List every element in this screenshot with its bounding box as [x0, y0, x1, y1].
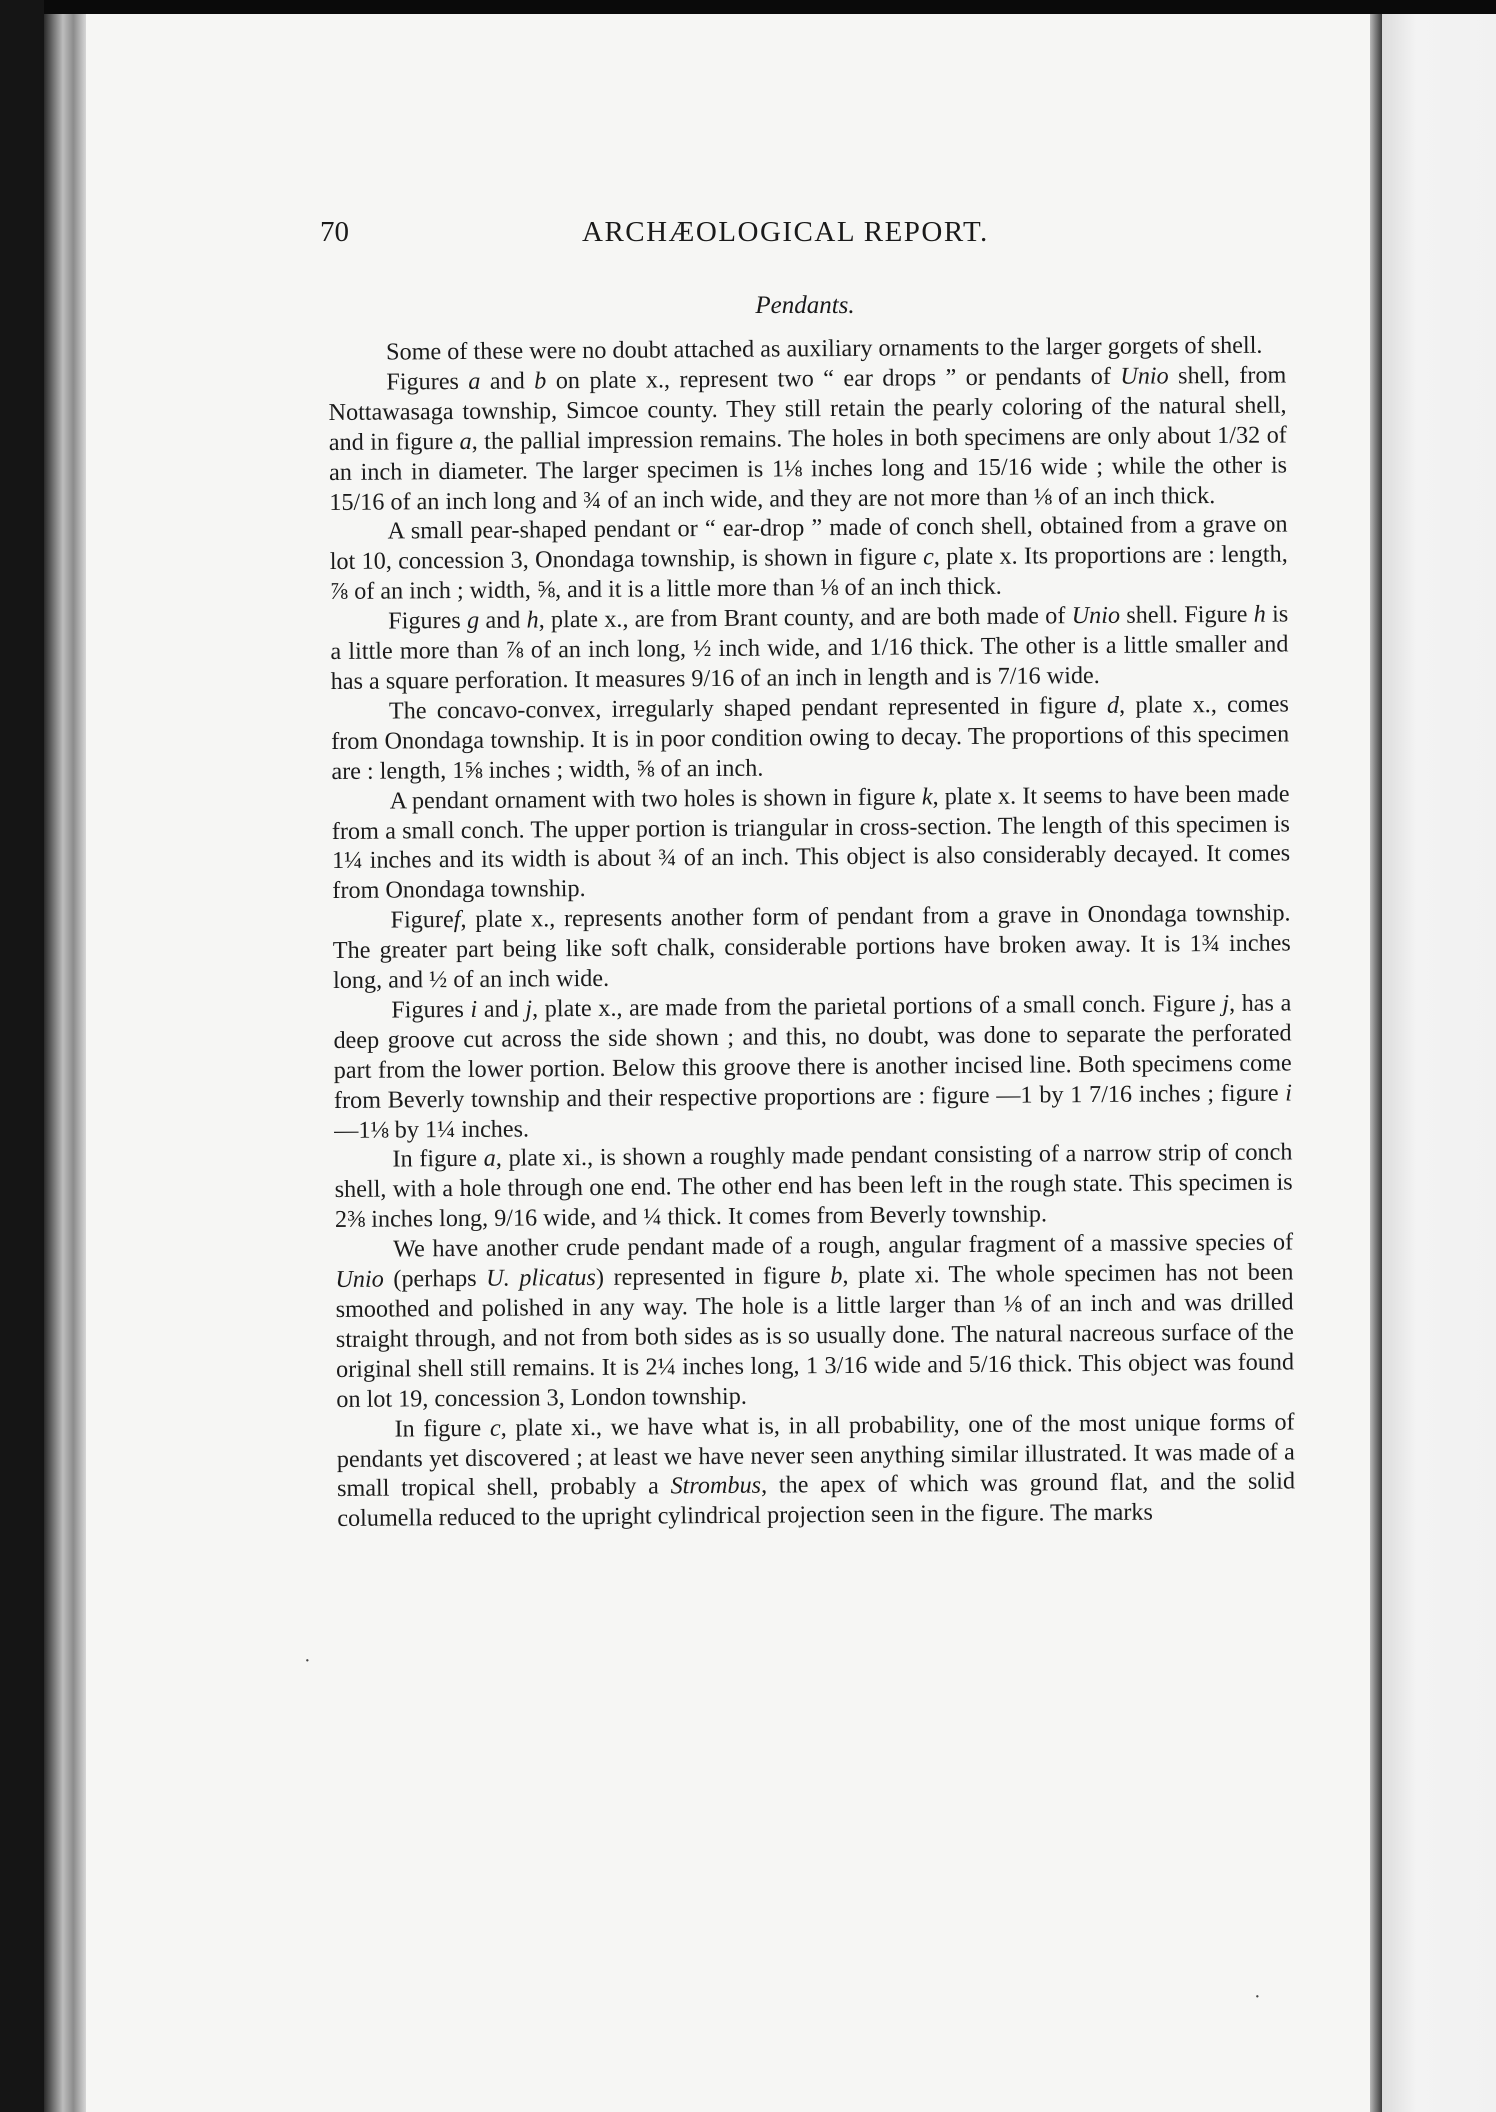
paragraph [329, 510, 1288, 607]
text-run: and [479, 606, 527, 634]
italic-term: j [525, 995, 533, 1023]
italic-term: h [1253, 600, 1266, 628]
italic-term: i [1285, 1079, 1293, 1107]
text-run: , plate xi., we have what is, in all probability, one of the most unique forms of pendants yet discovered ; at least we have never seen anything similar illustrated. It was made of a small tropical shell, probably a [336, 1408, 1295, 1503]
italic-term: Unio [335, 1265, 384, 1294]
paragraph [336, 1407, 1295, 1534]
italic-term: Unio [1071, 601, 1121, 630]
page-number: 70 [320, 216, 349, 248]
italic-term: i [470, 995, 478, 1023]
text-run: ) represented in figure [595, 1262, 831, 1292]
text-run: on plate x., represent two “ ear drops ” or pendants of [546, 362, 1121, 395]
paragraph [331, 689, 1290, 786]
italic-term: a [483, 1145, 496, 1173]
text-run: , plate x., are made from the parietal portions of a small conch. Figure [531, 989, 1223, 1023]
text-run: The concavo-convex, irregularly shaped pendant represented in figure [388, 691, 1108, 725]
text-run: and [480, 367, 535, 395]
text-run: , the pallial impression remains. The holes in both specimens are only about 1/32 of an inch in diameter. The larger specimen is 1⅛ inches long and 15/16 wide ; while the other is 15/16 of an inch long and ¾ of an inch wide, and they are not more than ⅛ of an inch thick. [328, 421, 1288, 516]
book-gutter [1370, 14, 1382, 2112]
text-run: and [477, 995, 526, 1023]
italic-term: b [534, 367, 547, 395]
text-run: (perhaps [383, 1264, 487, 1293]
text-run: A pendant ornament with two holes is shown in figure [389, 782, 922, 815]
text-run: In figure [392, 1145, 484, 1173]
book-page-edges [44, 14, 86, 2112]
text-run: shell. Figure [1119, 600, 1254, 629]
text-run: In figure [394, 1414, 490, 1443]
text-run: —1⅛ by 1¼ inches. [334, 1115, 530, 1144]
scan-left-border [0, 0, 44, 2112]
text-run: , plate x. It seems to have been made from a small conch. The upper portion is triangular in cross-section. The length of this specimen is 1¼ inches and its width is about ¾ of an inch. This object is also considerably decayed. It comes from Onondaga township. [331, 780, 1291, 905]
text-run: We have another crude pendant made of a rough, angular fragment of a massive species of [393, 1228, 1294, 1263]
text-run: Some of these were no doubt attached as auxiliary ornaments to the larger gorgets of shell. [386, 331, 1263, 366]
text-run: , plate x. Its proportions are : length, ⅞ of an inch ; width, ⅝, and it is a little more than ⅛ of an inch thick. [329, 540, 1288, 606]
italic-term: g [466, 606, 480, 635]
italic-term: c [922, 543, 934, 571]
facing-page-edge [1382, 14, 1496, 2112]
italic-term: c [489, 1414, 501, 1442]
italic-term: f [453, 906, 461, 934]
italic-term: a [459, 427, 472, 455]
paragraph [335, 1228, 1294, 1415]
italic-term: d [1106, 691, 1120, 719]
text-run: , plate x., comes from Onondaga township. It is in poor condition owing to decay. The proportions of this specimen are : length, 1⅝ inches ; width, ⅝ of an inch. [331, 690, 1290, 785]
text-run: , plate xi., is shown a roughly made pendant consisting of a narrow strip of conch shell, with a hole through one end. The other end has been left in the rough state. This specimen is 2⅜ inches long, 9/16 wide, and ¼ thick. It comes from Beverly township. [334, 1138, 1293, 1234]
text-run: A small pear-shaped pendant or “ ear-drop ” made of conch shell, obtained from a grave on lot 10, concession 3, Onondaga township, is shown in figure [329, 510, 1288, 576]
scan-top-border [0, 0, 1496, 14]
italic-term: a [468, 367, 481, 395]
body-text [328, 330, 1295, 1534]
italic-term: h [526, 606, 539, 634]
text-run: Figures [388, 607, 468, 635]
text-run: , plate x., are from Brant county, and are both made of [538, 602, 1072, 634]
stray-mark: · [1254, 1986, 1261, 2008]
paragraph [333, 988, 1292, 1145]
text-run: Figure [390, 906, 454, 934]
text-run: , has a deep groove cut across the side shown ; and this, no doubt, was done to separate the perforated part from the lower portion. Below this groove there is another incised line. Both specimens come from Beverly township and their respective proportions are : figure —1 by 1 7/16 inches ; figure [333, 989, 1292, 1114]
italic-term: k [921, 782, 933, 810]
text-run: Figures [391, 995, 471, 1024]
italic-term: Unio [1120, 362, 1169, 390]
italic-term: b [830, 1262, 843, 1290]
italic-term: j [1222, 989, 1230, 1017]
text-run: , plate x., represents another form of pendant from a grave in Onondaga township. The greater part being like soft chalk, considerable portions have broken away. It is 1¾ inches long, and ½ of an inch wide. [332, 899, 1291, 995]
text-run: Figures [386, 367, 469, 396]
paragraph [334, 1138, 1293, 1235]
paragraph [332, 779, 1291, 906]
section-title: Pendants. [755, 292, 855, 319]
italic-term: U. plicatus [486, 1264, 596, 1292]
text-run: is a little more than ⅞ of an inch long, ½ inch wide, and 1/16 thick. The other is a little smaller and has a square perforation. It measures 9/16 of an inch in length and is 7/16 wide. [330, 600, 1289, 695]
text-run: , the apex of which was ground flat, and the solid columella reduced to the upright cylindrical projection seen in the figure. The marks [337, 1467, 1296, 1533]
running-title: ARCHÆOLOGICAL REPORT. [582, 216, 989, 248]
paragraph [332, 899, 1291, 996]
text-run: shell, from Nottawasaga township, Simcoe county. They still retain the pearly coloring of the natural shell, and in figure [328, 361, 1287, 456]
running-header [320, 216, 1010, 256]
italic-term: Strombus [670, 1472, 762, 1500]
paragraph [328, 360, 1287, 517]
text-run: , plate xi. The whole specimen has not been smoothed and polished in any way. The hole is a little larger than ⅛ of an inch and was drilled straight through, and not from both sides as is so usually done. The natural nacreous surface of the original shell still remains. It is 2¼ inches long, 1 3/16 wide and 5/16 thick. This object was found on lot 19, concession 3, London township. [335, 1258, 1295, 1413]
stray-mark: · [304, 1650, 311, 1672]
paragraph [330, 600, 1289, 697]
